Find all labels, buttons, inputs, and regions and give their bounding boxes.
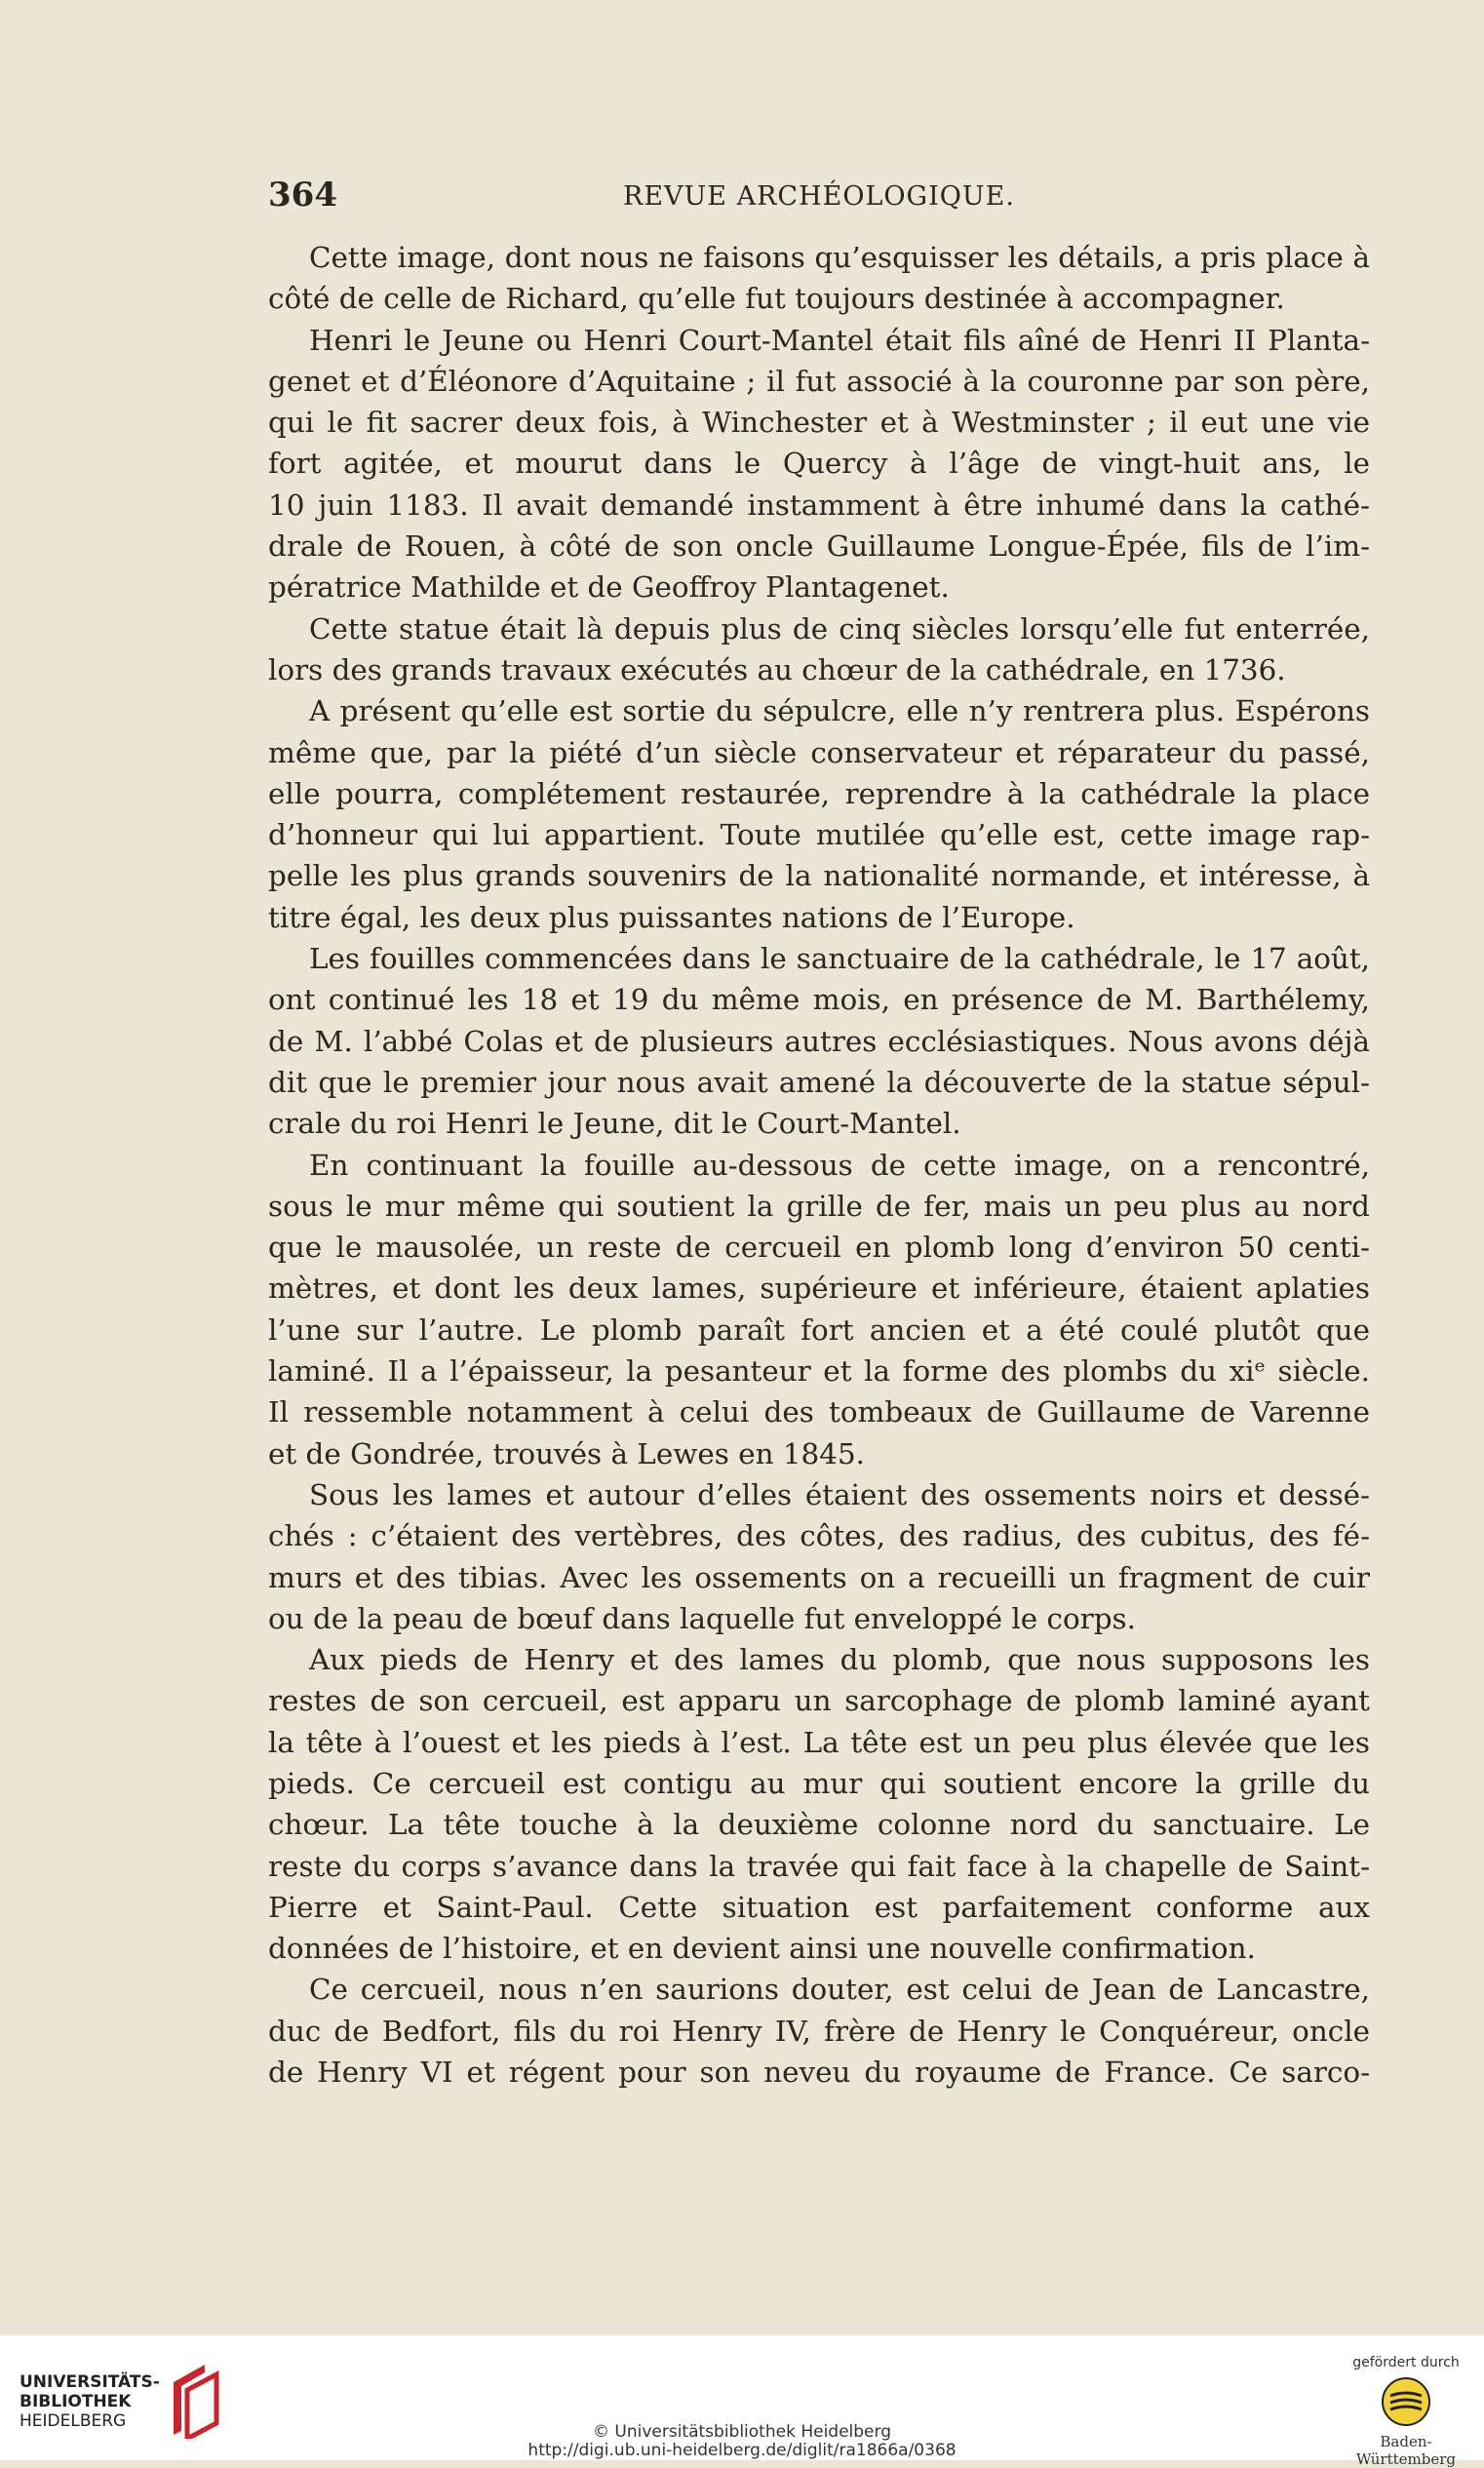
coat-of-arms-icon	[1381, 2376, 1431, 2427]
text-line: laminé. Il a l’épaisseur, la pesanteur et la forme des plombs du xiᵉ siècle.	[268, 1354, 1370, 1389]
text-line: En continuant la fouille au-dessous de cette image, on a rencontré,	[309, 1148, 1370, 1182]
sponsor-block	[1347, 2355, 1464, 2468]
copyright-notice	[0, 2423, 1484, 2460]
text-line: chés : c’étaient des vertèbres, des côtes, des radius, des cubitus, des fé-	[268, 1519, 1370, 1553]
text-line: ont continué les 18 et 19 du même mois, en présence de M. Barthélemy,	[268, 983, 1370, 1017]
text-line: drale de Rouen, à côté de son oncle Guillaume Longue-Épée, fils de l’im-	[268, 529, 1370, 564]
text-line: Aux pieds de Henry et des lames du plomb, que nous supposons les	[309, 1643, 1370, 1677]
text-line: de Henry VI et régent pour son neveu du royaume de France. Ce sarco-	[268, 2056, 1370, 2090]
library-name-line1: UNIVERSITÄTS-	[20, 2372, 160, 2392]
text-line: genet et d’Éléonore d’Aquitaine ; il fut associé à la couronne par son père,	[268, 364, 1370, 398]
text-line: Il ressemble notamment à celui des tombeaux de Guillaume de Varenne	[268, 1395, 1370, 1430]
text-line: crale du roi Henri le Jeune, dit le Court-Mantel.	[268, 1107, 961, 1141]
sponsor-name: Baden-Württemberg	[1355, 2433, 1457, 2468]
text-line: qui le fit sacrer deux fois, à Winchester et à Westminster ; il eut une vie	[268, 406, 1370, 440]
text-line: l’une sur l’autre. Le plomb paraît fort ancien et a été coulé plutôt que	[268, 1312, 1370, 1347]
text-line: Cette statue était là depuis plus de cinq siècles lorsqu’elle fut enterrée,	[309, 611, 1370, 646]
text-line: même que, par la piété d’un siècle conservateur et réparateur du passé,	[268, 735, 1370, 769]
text-line: duc de Bedfort, fils du roi Henry IV, frère de Henry le Conquéreur, oncle	[268, 2014, 1370, 2048]
library-name	[20, 2372, 160, 2431]
text-line: Ce cercueil, nous n’en saurions douter, est celui de Jean de Lancastre,	[309, 1973, 1370, 2007]
text-line: fort agitée, et mourut dans le Quercy à l’âge de vingt-huit ans, le	[268, 447, 1370, 481]
text-line: Cette image, dont nous ne faisons qu’esquisser les détails, a pris place à	[309, 241, 1370, 274]
text-line: de M. l’abbé Colas et de plusieurs autres ecclésiastiques. Nous avons déjà	[268, 1024, 1370, 1058]
text-line: Sous les lames et autour d’elles étaient des ossements noirs et dessé-	[309, 1477, 1370, 1511]
text-line: pératrice Mathilde et de Geoffroy Plantagenet.	[268, 570, 950, 605]
digitization-footer	[0, 2335, 1484, 2468]
text-line: Pierre et Saint-Paul. Cette situation est parfaitement conforme aux	[268, 1890, 1370, 1924]
text-line: titre égal, les deux plus puissantes nations de l’Europe.	[268, 900, 1075, 934]
text-line: A présent qu’elle est sortie du sépulcre, elle n’y rentrera plus. Espérons	[309, 694, 1370, 728]
text-line: la tête à l’ouest et les pieds à l’est. La tête est un peu plus élevée que les	[268, 1725, 1370, 1759]
text-line: ou de la peau de bœuf dans laquelle fut enveloppé le corps.	[268, 1601, 1136, 1635]
running-title: REVUE ARCHÉOLOGIQUE.	[623, 181, 1015, 212]
text-line: sous le mur même qui soutient la grille de fer, mais un peu plus au nord	[268, 1189, 1370, 1223]
text-line: Les fouilles commencées dans le sanctuaire de la cathédrale, le 17 août,	[309, 942, 1370, 976]
text-line: d’honneur qui lui appartient. Toute mutilée qu’elle est, cette image rap-	[268, 818, 1370, 852]
text-line: Henri le Jeune ou Henri Court-Mantel était fils aîné de Henri II Planta-	[309, 323, 1370, 357]
permalink-url[interactable]: http://digi.ub.uni-heidelberg.de/diglit/ra1866a/0368	[527, 2441, 957, 2460]
sponsor-label: gefördert durch	[1352, 2355, 1460, 2370]
text-line: reste du corps s’avance dans la travée qui fait face à la chapelle de Saint-	[268, 1849, 1370, 1883]
text-line: murs et des tibias. Avec les ossements on a recueilli un fragment de cuir	[268, 1560, 1370, 1594]
text-line: données de l’histoire, et en devient ainsi une nouvelle confirmation.	[268, 1932, 1256, 1966]
text-line: elle pourra, complétement restaurée, reprendre à la cathédrale la place	[268, 776, 1370, 810]
page-number: 364	[268, 176, 337, 215]
page-header	[268, 176, 1370, 224]
text-line: pieds. Ce cercueil est contigu au mur qui soutient encore la grille du	[268, 1766, 1370, 1800]
text-line: et de Gondrée, trouvés à Lewes en 1845.	[268, 1436, 865, 1470]
text-line: restes de son cercueil, est apparu un sarcophage de plomb laminé ayant	[268, 1684, 1370, 1718]
text-line: 10 juin 1183. Il avait demandé instamment à être inhumé dans la cathé-	[268, 488, 1370, 522]
text-line: côté de celle de Richard, qu’elle fut toujours destinée à accompagner.	[268, 282, 1285, 316]
text-line: mètres, et dont les deux lames, supérieure et inférieure, étaient aplaties	[268, 1272, 1370, 1306]
copyright-text: © Universitätsbibliothek Heidelberg	[592, 2422, 891, 2442]
text-line: dit que le premier jour nous avait amené la découverte de la statue sépul-	[268, 1065, 1370, 1099]
article-body	[268, 237, 1370, 2093]
library-name-line3: HEIDELBERG	[20, 2411, 127, 2431]
library-name-line2: BIBLIOTHEK	[20, 2392, 132, 2411]
text-line: pelle les plus grands souvenirs de la nationalité normande, et intéresse, à	[268, 859, 1370, 893]
text-line: lors des grands travaux exécutés au chœur de la cathédrale, en 1736.	[268, 652, 1286, 686]
text-line: chœur. La tête touche à la deuxième colonne nord du sanctuaire. Le	[268, 1808, 1370, 1842]
text-line: que le mausolée, un reste de cercueil en plomb long d’environ 50 centi-	[268, 1231, 1370, 1265]
